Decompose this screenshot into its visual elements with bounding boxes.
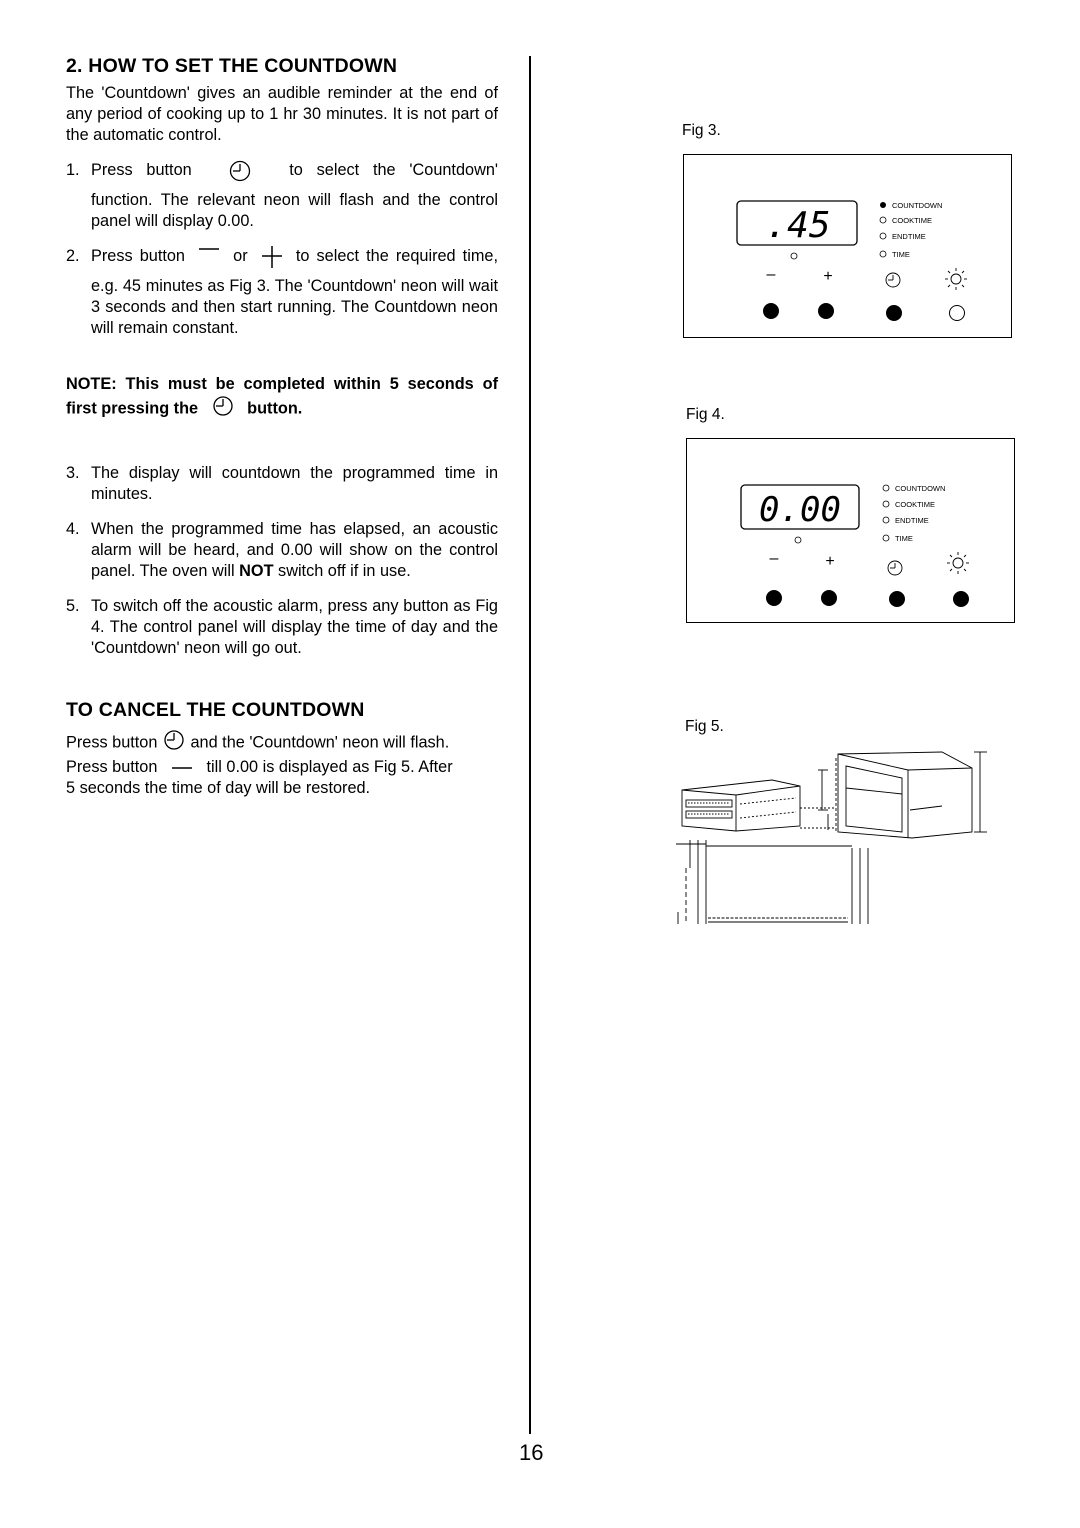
minus-button xyxy=(766,590,782,606)
clock-icon xyxy=(205,160,275,190)
plus-button xyxy=(818,303,834,319)
cavity-drawing xyxy=(676,840,868,924)
display-value: .45 xyxy=(765,205,831,246)
intro-paragraph: The 'Countdown' gives an audible reminder at the end of any period of cooking up to 1 hr 30 minutes. It is not part of the automatic control. xyxy=(66,84,498,144)
step-1 xyxy=(66,160,498,232)
step-number: 5. xyxy=(66,597,80,615)
step-number: 3. xyxy=(66,464,80,482)
plus-label: + xyxy=(823,268,833,285)
step-number: 4. xyxy=(66,520,80,538)
step-number: 1. xyxy=(66,161,80,179)
cancel-text: 5 seconds the time of day will be restored. xyxy=(66,779,371,797)
led-label: COOKTIME xyxy=(892,216,933,225)
plus-button xyxy=(821,590,837,606)
step-text: Press button xyxy=(91,161,192,179)
display-value: 0.00 xyxy=(759,490,841,530)
step-text: to select the required time, e.g. 45 minutes as Fig 3. The 'Countdown' neon will wait 3 seconds and then start running. The Countdown neon will remain constant. xyxy=(91,247,498,337)
step-text: To switch off the acoustic alarm, press any button as Fig 4. The control panel will display the time of day and the 'Countdown' neon will go out. xyxy=(91,597,498,657)
minus-label: – xyxy=(769,550,779,567)
led-cooktime xyxy=(880,217,886,223)
clock-icon xyxy=(162,729,186,757)
section-title-cancel-countdown: TO CANCEL THE COUNTDOWN xyxy=(66,699,365,721)
cancel-text: till 0.00 is displayed as Fig 5. After xyxy=(206,758,453,776)
section-title-set-countdown: 2. HOW TO SET THE COUNTDOWN xyxy=(66,55,398,77)
led-endtime xyxy=(883,517,889,523)
led-cooktime xyxy=(883,501,889,507)
step-5 xyxy=(66,596,498,659)
page-number: 16 xyxy=(519,1440,544,1465)
fig3-label: Fig 3. xyxy=(682,122,721,139)
fig5-installation-diagram xyxy=(672,748,992,930)
led-label: COUNTDOWN xyxy=(892,201,943,210)
cancel-text: Press button xyxy=(66,733,158,752)
step-3 xyxy=(66,463,498,505)
step-text: switch off if in use. xyxy=(278,562,411,580)
fig4-label: Fig 4. xyxy=(686,406,725,423)
clock-button xyxy=(886,305,902,321)
led-time xyxy=(883,535,889,541)
step-text: to select the 'Countdown' function. The relevant neon will flash and the control panel will display 0.00. xyxy=(91,161,498,230)
led-countdown xyxy=(880,202,886,208)
minus-icon xyxy=(192,246,226,268)
indicator-dot xyxy=(791,253,797,259)
step-text: When the programmed time has elapsed, an acoustic alarm will be heard, and 0.00 will show on the control panel. The oven will xyxy=(91,520,498,580)
cancel-text: and the 'Countdown' neon will flash. xyxy=(190,733,450,752)
note-text: button. xyxy=(247,399,303,418)
led-label: COUNTDOWN xyxy=(895,484,946,493)
minus-icon xyxy=(162,757,202,778)
plus-icon xyxy=(255,246,289,276)
led-countdown xyxy=(883,485,889,491)
step-text-or: or xyxy=(233,247,248,265)
sun-icon xyxy=(945,268,967,290)
note xyxy=(66,374,498,423)
clock-icon xyxy=(888,561,902,575)
clock-button xyxy=(889,591,905,607)
led-label: TIME xyxy=(892,250,910,259)
indicator-dot xyxy=(795,537,801,543)
step-text: The display will countdown the programmed time in minutes. xyxy=(91,464,498,503)
clock-icon xyxy=(203,395,243,423)
oven-unit-drawing xyxy=(682,780,800,831)
led-label: ENDTIME xyxy=(892,232,926,241)
sun-button xyxy=(950,306,965,321)
fig4-control-panel xyxy=(686,438,1015,623)
column-divider xyxy=(529,56,531,1434)
cancel-text: Press button xyxy=(66,758,158,776)
led-label: TIME xyxy=(895,534,913,543)
led-label: COOKTIME xyxy=(895,500,936,509)
sun-button xyxy=(953,591,969,607)
plus-label: + xyxy=(825,553,835,570)
led-endtime xyxy=(880,233,886,239)
step-2 xyxy=(66,246,498,339)
note-text: NOTE: This must be completed within 5 seconds of first pressing the xyxy=(66,375,498,418)
minus-label: – xyxy=(766,266,776,283)
led-time xyxy=(880,251,886,257)
minus-button xyxy=(763,303,779,319)
sun-icon xyxy=(947,552,969,574)
text-column xyxy=(66,56,498,799)
fig5-label: Fig 5. xyxy=(685,718,724,735)
housing-cabinet-drawing xyxy=(800,752,987,838)
step-text-bold: NOT xyxy=(239,562,274,580)
step-4 xyxy=(66,519,498,582)
fig3-control-panel xyxy=(683,154,1012,338)
step-text: Press button xyxy=(91,247,185,265)
cancel-paragraph xyxy=(66,729,498,799)
clock-icon xyxy=(886,273,900,287)
step-number: 2. xyxy=(66,247,80,265)
led-label: ENDTIME xyxy=(895,516,929,525)
